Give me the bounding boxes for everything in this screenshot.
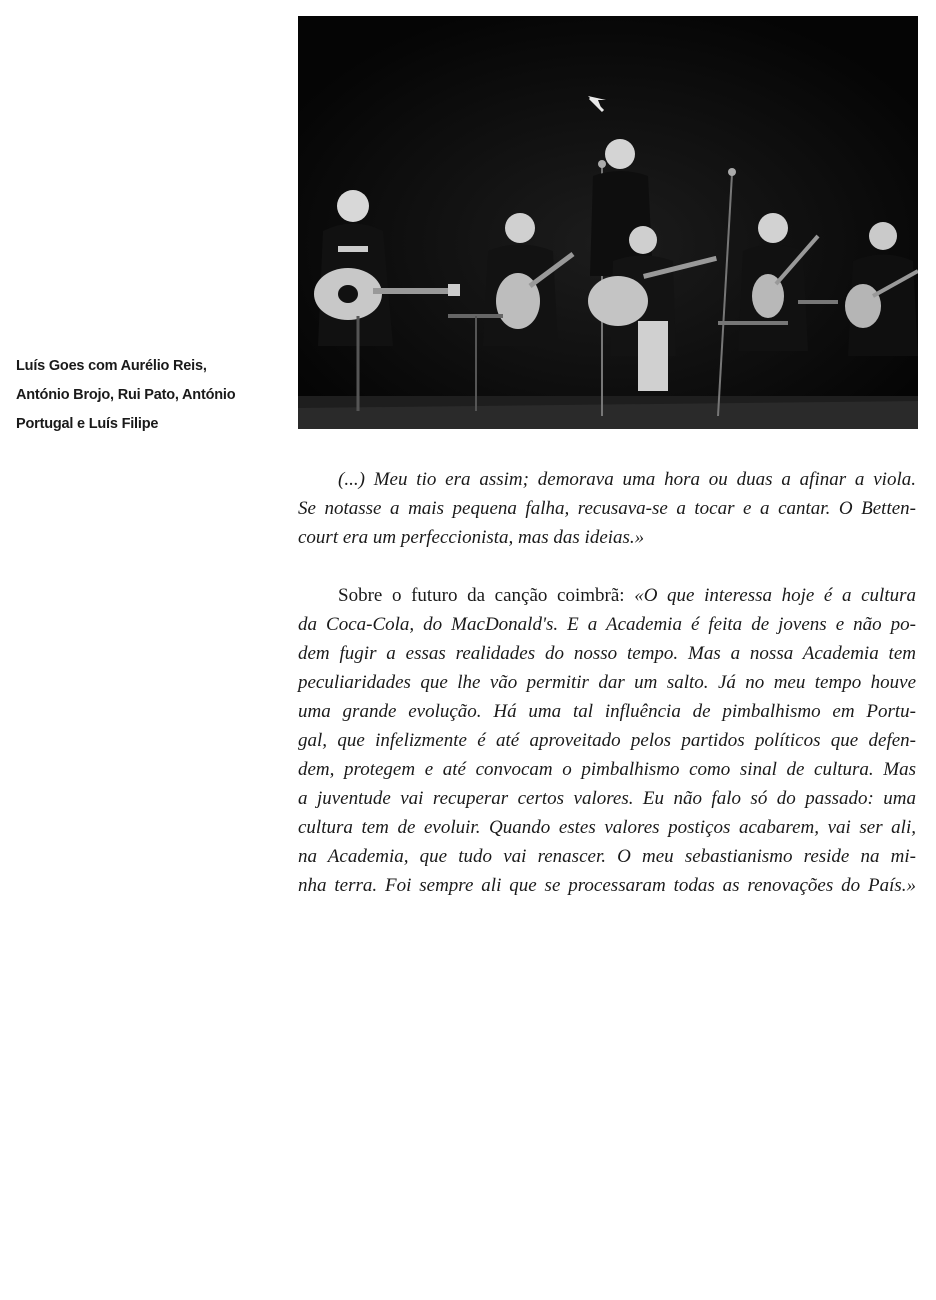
- text-line: gal, que infelizmente é até aproveitado pelos partidos políticos que defen-: [298, 730, 916, 751]
- photo-caption: [16, 352, 266, 439]
- text-line: da Coca-Cola, do MacDonald's. E a Academia é feita de jovens e não po-: [298, 614, 916, 635]
- paragraph-intro: Sobre o futuro da canção coimbrã:: [338, 585, 635, 606]
- future-paragraph: [298, 581, 916, 900]
- text-line: Se notasse a mais pequena falha, recusava-se a tocar e a cantar. O Betten-: [298, 498, 916, 519]
- caption-line: Luís Goes com Aurélio Reis,: [16, 358, 207, 374]
- quote-paragraph: [298, 465, 916, 552]
- text-line: na Academia, que tudo vai renascer. O meu sebastianismo reside na mi-: [298, 846, 916, 867]
- text-line: dem, protegem e até convocam o pimbalhismo como sinal de cultura. Mas: [298, 759, 916, 780]
- text-line: cultura tem de evoluir. Quando estes valores postiços acabarem, vai ser ali,: [298, 817, 916, 838]
- body-text: [298, 465, 916, 900]
- text-line: nha terra. Foi sempre ali que se processaram todas as renovações do País.»: [298, 875, 916, 896]
- text-line: peculiaridades que lhe vão permitir dar um salto. Já no meu tempo houve: [298, 672, 916, 693]
- text-line: a juventude vai recuperar certos valores. Eu não falo só do passado: uma: [298, 788, 916, 809]
- musicians-photo: [298, 16, 918, 429]
- text-line: (...) Meu tio era assim; demorava uma hora ou duas a afinar a viola.: [338, 469, 916, 490]
- text-line: court era um perfeccionista, mas das ideias.»: [298, 527, 645, 548]
- caption-line: António Brojo, Rui Pato, António: [16, 387, 236, 403]
- quote-start: «O que interessa hoje é a cultura: [634, 585, 916, 606]
- text-line-first: [298, 581, 916, 610]
- text-line: dem fugir a essas realidades do nosso tempo. Mas a nossa Academia tem: [298, 643, 916, 664]
- caption-line: Portugal e Luís Filipe: [16, 416, 159, 432]
- text-line: uma grande evolução. Há uma tal influência de pimbalhismo em Portu-: [298, 701, 916, 722]
- musicians-photo-illustration: [298, 16, 918, 429]
